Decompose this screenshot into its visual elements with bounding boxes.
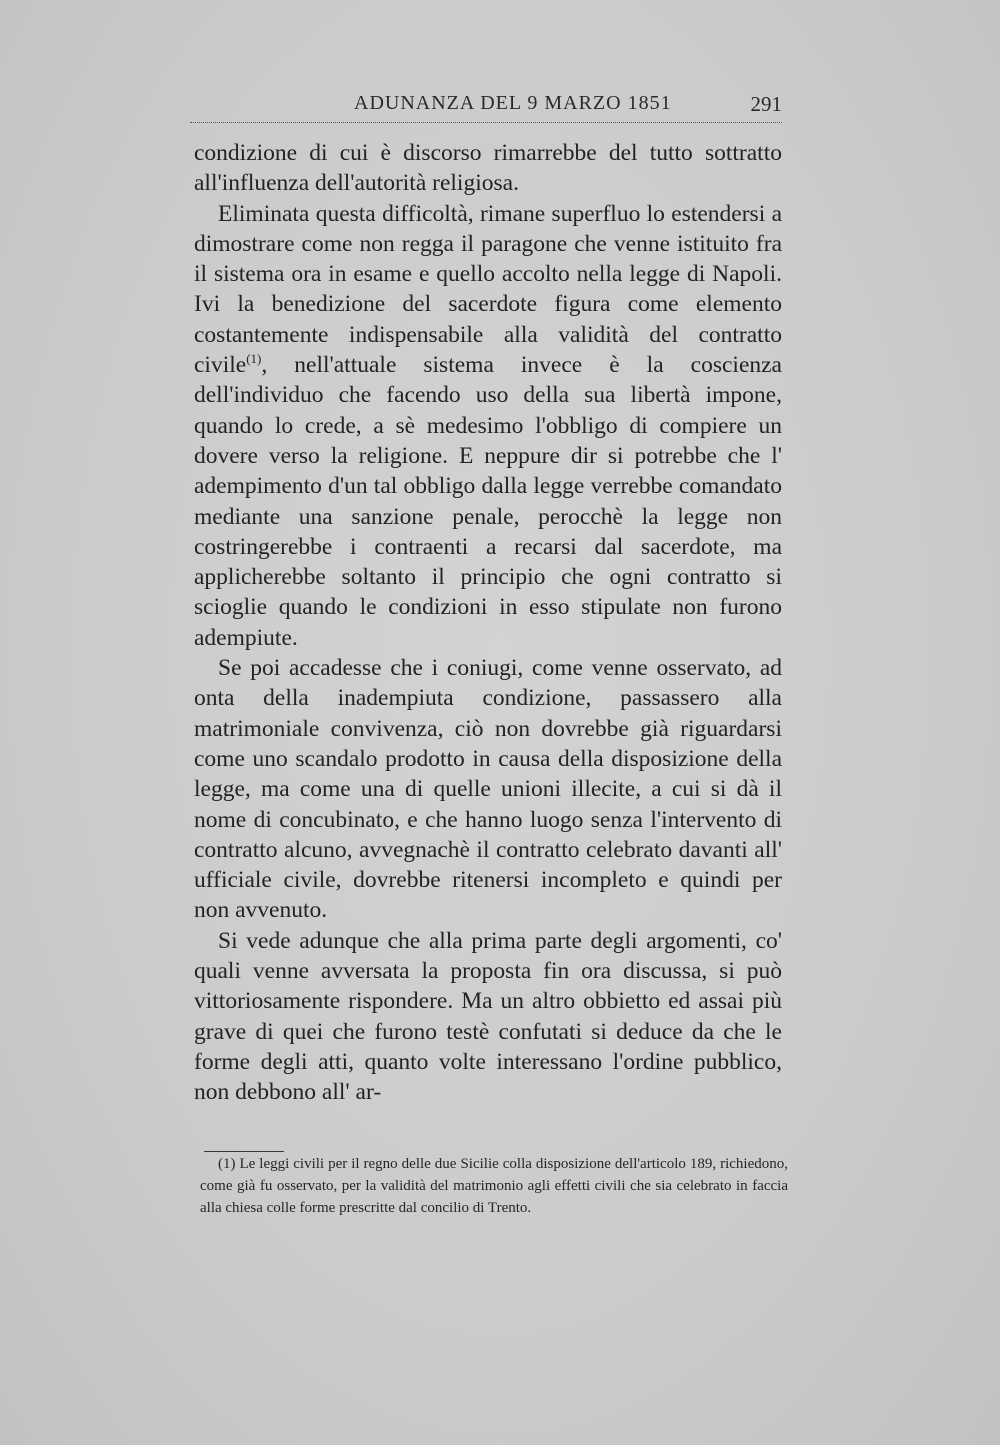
footnote-text: (1) Le leggi civili per il regno delle due Sicilie colla disposizione dell'articolo 189, richiedono, come già fu osservato, per la validità del matrimonio agli effetti civili che sia celebrato in faccia alla chiesa colle forme prescritte dal concilio di Trento. [200,1156,788,1216]
footnote-rule [204,1151,284,1152]
paragraph-3: Se poi accadesse che i coniugi, come venne osservato, ad onta della inadempiuta condizione, passassero alla matrimoniale convivenza, ciò non dovrebbe già riguardarsi come uno scandalo prodotto in causa della disposizione della legge, ma come una di quelle unioni illecite, a cui si dà il nome di concubinato, e che hanno luogo senza l'intervento di contratto alcuno, avvegnachè il contratto celebrato davanti all' ufficiale civile, dovrebbe ritenersi incompleto e quindi per non avvenuto. [194,655,782,924]
page-header [190,92,782,120]
paragraph-2 [194,199,782,653]
page-number: 291 [750,92,782,116]
paragraph-2-text-a: Eliminata questa difficoltà, rimane superfluo lo estendersi a dimostrare come non regga il paragone che venne istituito fra il sistema ora in esame e quello accolto nella legge di Napoli. Ivi la benedizione del sacerdote figura come elemento costantemente indispensabile alla validità del contratto civile [194,200,782,379]
paragraph-2-text-b: , nell'attuale sistema invece è la coscienza dell'individuo che facendo uso della sua libertà impone, quando lo crede, a sè medesimo l'obbligo di compiere un dovere verso la religione. E neppure dir si potrebbe che l' adempimento d'un tal obbligo dalla legge verrebbe comandato mediante una sanzione penale, perocchè la legge non costringerebbe i contraenti a recarsi dal sacerdote, ma applicherebbe soltanto il principio che ogni contratto si scioglie quando le condizioni in esso stipulate non furono adempiute. [194,352,782,651]
running-title: ADUNANZA DEL 9 MARZO 1851 [354,92,672,114]
paragraph-4: Si vede adunque che alla prima parte degli argomenti, co' quali venne avversata la proposta fin ora discussa, si può vittoriosamente rispondere. Ma un altro obbietto ed assai più grave di quei che furono testè confutati si deduce da che le forme degli atti, quanto volte interessano l'ordine pubblico, non debbono all' ar- [194,927,782,1106]
footnote-marker[interactable]: (1) [246,351,262,367]
header-rule [190,122,782,123]
footnote [200,1153,788,1219]
body-text [194,138,782,1108]
paragraph-1: condizione di cui è discorso rimarrebbe del tutto sottratto all'influenza dell'autorità religiosa. [194,140,782,197]
